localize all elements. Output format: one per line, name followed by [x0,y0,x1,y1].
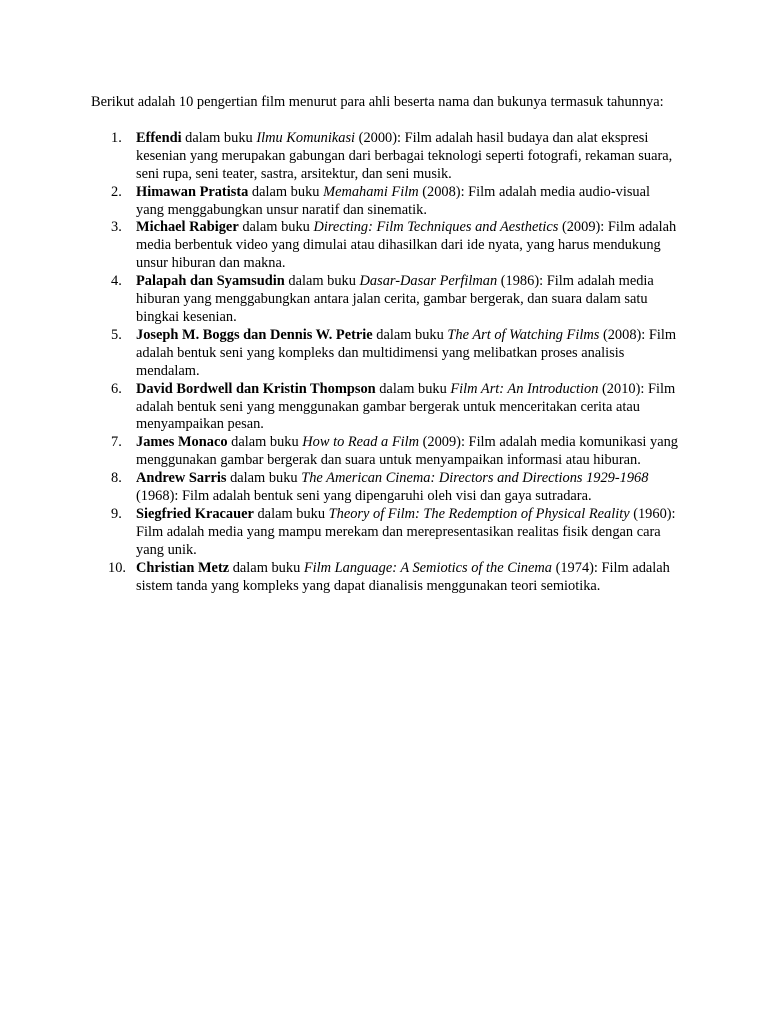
definition-text: (2009): Film adalah media berbentuk video yang dimulai atau dihasilkan dari ide nyata, yang harus mendukung unsur hiburan dan makna. [136,219,677,272]
connector-text: dalam buku [372,326,448,343]
connector-text: dalam buku [375,380,451,397]
definition-text: (1960): Film adalah media yang mampu merekam dan merepresentasikan realitas fisik dengan cara yang unik. [136,505,676,558]
connector-text: dalam buku [248,183,324,200]
list-number: 5. [111,326,122,343]
definition-text: (1986): Film adalah media hiburan yang menggabungkan antara jalan cerita, gambar bergerak, dan suara dalam satu bingkai kesenian. [136,273,654,325]
list-item [91,381,681,435]
author-name: Joseph M. Boggs dan Dennis W. Petrie [136,326,373,343]
book-title: Film Art: An Introduction [450,380,599,397]
list-number: 1. [111,129,122,146]
definition-text: (2008): Film adalah media audio-visual yang menggabungkan unsur naratif dan sinematik. [136,183,651,218]
intro-paragraph: Berikut adalah 10 pengertian film menurut para ahli beserta nama dan bukunya termasuk tahunnya: [91,94,664,110]
book-title: Dasar-Dasar Perfilman [359,273,498,290]
book-title: Directing: Film Techniques and Aesthetics [313,219,559,236]
book-title: Film Language: A Semiotics of the Cinema [303,559,552,576]
list-item [91,130,681,184]
author-name: Michael Rabiger [136,219,239,236]
list-number: 6. [111,380,122,397]
author-name: Himawan Pratista [136,183,249,200]
list-item [91,470,681,506]
definition-text: (1974): Film adalah sistem tanda yang kompleks yang dapat dianalisis menggunakan teori semiotika. [136,559,670,594]
book-title: The Art of Watching Films [447,326,600,343]
connector-text: dalam buku [229,559,304,576]
list-item [91,327,681,381]
definition-text: (2010): Film adalah bentuk seni yang menggunakan gambar bergerak untuk menceritakan cerita atau menyampaikan pesan. [136,380,676,433]
connector-text: dalam buku [226,470,302,487]
connector-text: dalam buku [284,273,360,290]
definition-text: (2000): Film adalah hasil budaya dan alat ekspresi kesenian yang merupakan gabungan dari berbagai teknologi seperti fotografi, rekaman suara, seni rupa, seni teater, sastra, arsitektur, dan seni musik. [136,129,673,182]
list-item [91,506,681,560]
list-number: 4. [111,273,122,290]
list-item [91,184,681,220]
book-title: Memahami Film [323,183,419,200]
author-name: James Monaco [136,434,228,451]
connector-text: dalam buku [227,434,303,451]
connector-text: dalam buku [238,219,314,236]
list-number: 9. [111,505,122,522]
author-name: David Bordwell dan Kristin Thompson [136,380,376,397]
definition-text: (1968): Film adalah bentuk seni yang dipengaruhi oleh visi dan gaya sutradara. [136,488,592,505]
list-item [91,560,681,596]
expert-definition-list [91,130,681,596]
book-title: The American Cinema: Directors and Directions 1929-1968 [301,470,649,487]
list-item [91,219,681,273]
list-number: 8. [111,470,122,487]
author-name: Christian Metz [136,559,230,576]
list-number: 2. [111,183,122,200]
list-number: 3. [111,219,122,236]
connector-text: dalam buku [181,129,257,146]
list-number: 10. [108,559,126,576]
definition-text: (2009): Film adalah media komunikasi yang menggunakan gambar bergerak dan suara untuk menyampaikan informasi atau hiburan. [136,434,678,469]
document-body [91,94,681,595]
list-item [91,434,681,470]
book-title: Ilmu Komunikasi [256,129,356,146]
list-item [91,273,681,327]
list-number: 7. [111,434,122,451]
book-title: How to Read a Film [302,434,419,451]
connector-text: dalam buku [253,505,329,522]
author-name: Palapah dan Syamsudin [136,273,285,290]
author-name: Andrew Sarris [136,470,227,487]
definition-text: (2008): Film adalah bentuk seni yang kompleks dan multidimensi yang melibatkan proses analisis mendalam. [136,326,677,379]
author-name: Effendi [136,129,182,146]
book-title: Theory of Film: The Redemption of Physical Reality [328,505,630,522]
author-name: Siegfried Kracauer [136,505,254,522]
